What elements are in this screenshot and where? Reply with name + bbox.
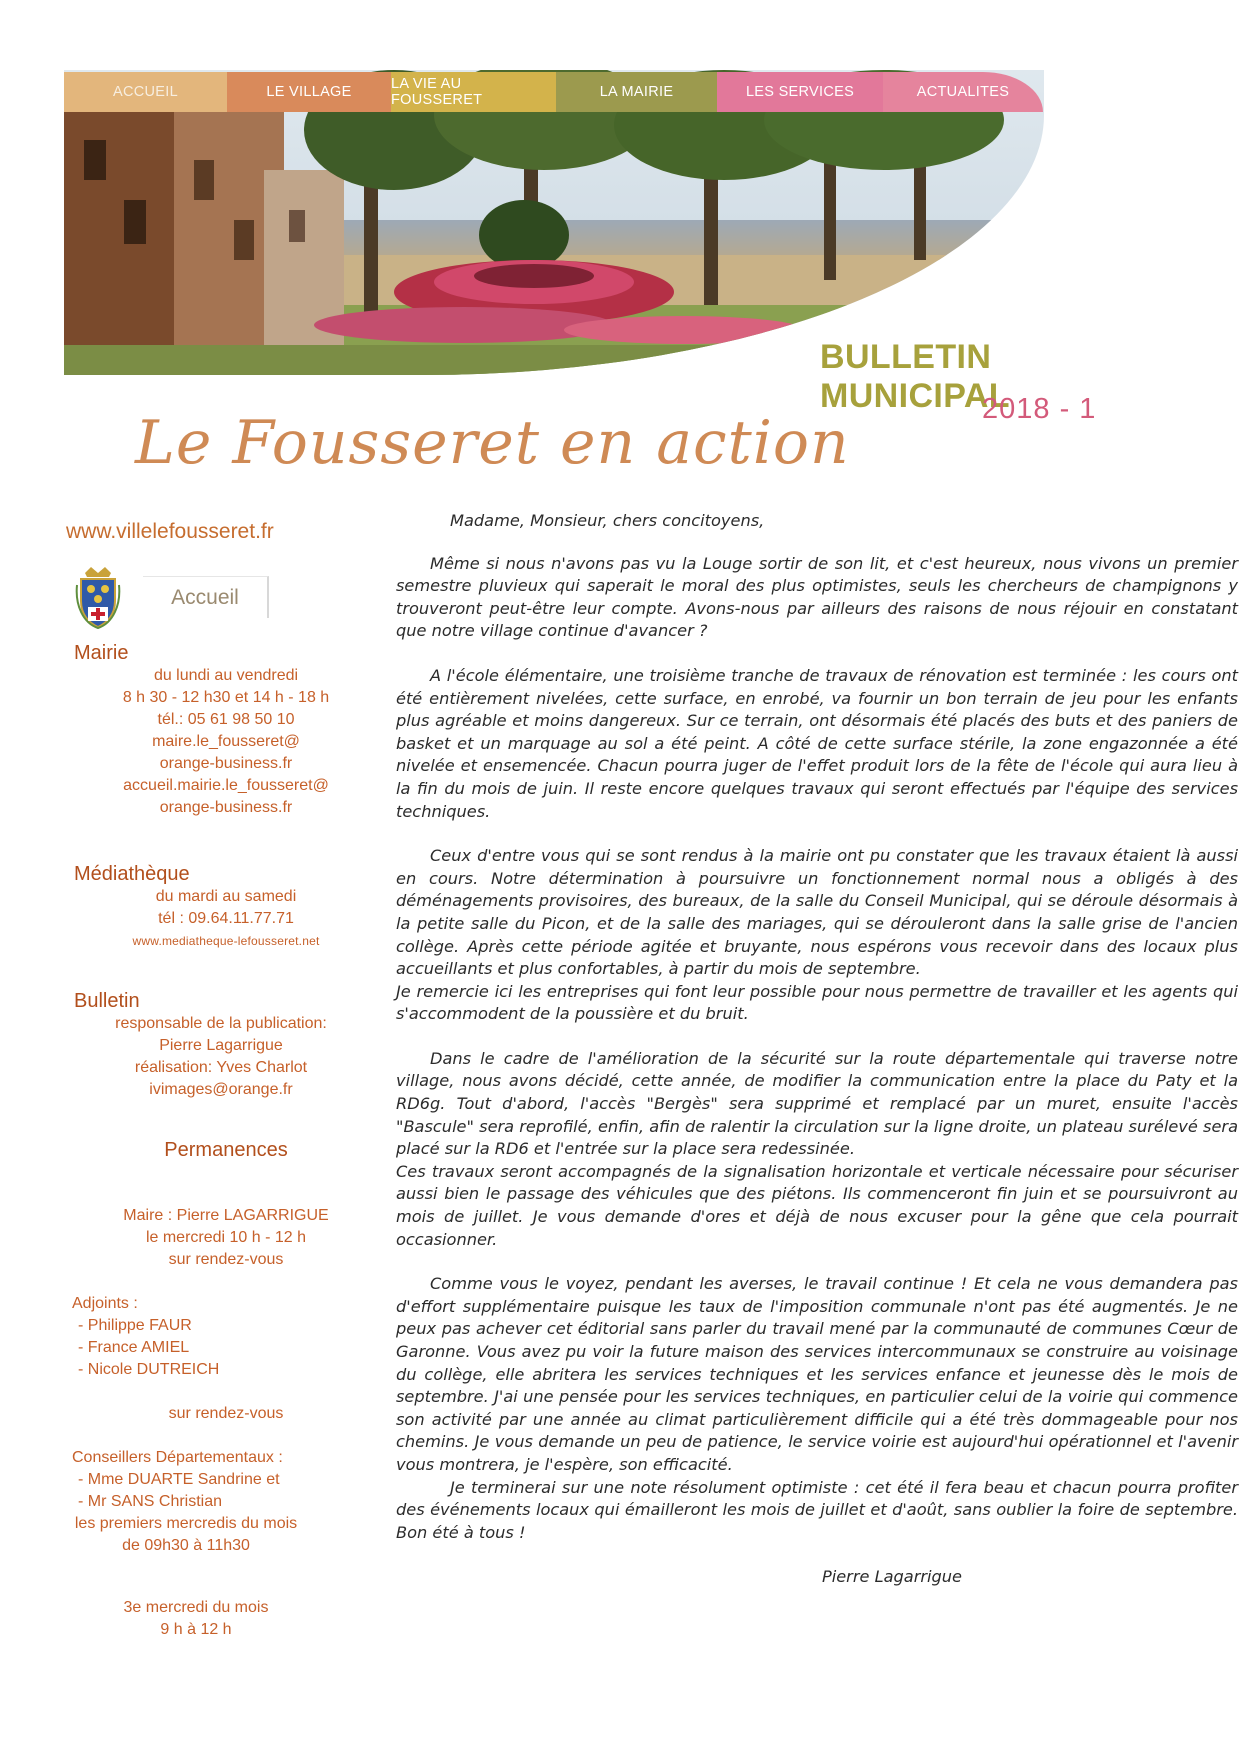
- conseillers-heading: Conseillers Départementaux :: [72, 1449, 283, 1466]
- maire-line: le mercredi 10 h - 12 h: [145, 1229, 307, 1246]
- adjoint-item: - France AMIEL: [78, 1339, 190, 1356]
- mairie-line: du lundi au vendredi: [153, 667, 299, 684]
- nav-les-services[interactable]: LES SERVICES: [717, 72, 883, 112]
- letter-paragraph: Je remercie ici les entreprises qui font leur possible pour nous permettre de travailler et les agents qui s'accommodent de la poussière et du bruit.: [396, 981, 1238, 1024]
- mairie-email-2[interactable]: accueil.mairie.le_fousseret@: [123, 777, 329, 794]
- letter-paragraph: Comme vous le voyez, pendant les averses, le travail continue ! Et cela ne vous demandera pas d'effort supplémentaire puisque les taux de l'imposition communale n'ont pas été augmentés. Je ne peux pas achever cet éditorial sans parler du travail mené par la communauté de communes Cœur de Garonne. Vous avez pu voir la future maison des services intercommunaux se construire au voisinage du collège, elle abritera les services techniques et les services enfance et jeunesse dès le mois de septembre. J'ai une pensée pour les services techniques, en particulier celui de la voirie qui commence son activité par une année au climat particulièrement difficile qui a été très dommageable pour nos chemins. Je vous demande un peu de patience, le service voirie est aujourd'hui opérationnel et l'avenir vous montrera, je l'espère, son efficacité.: [396, 1274, 1238, 1474]
- mediatheque-details: [106, 886, 346, 952]
- adjoints-list: [78, 1315, 366, 1381]
- maire-permanence: [106, 1205, 346, 1271]
- maire-line: Maire : Pierre LAGARRIGUE: [123, 1207, 329, 1224]
- adjoints-heading: Adjoints :: [72, 1295, 138, 1312]
- mairie-phone: tél.: 05 61 98 50 10: [157, 711, 295, 728]
- bulletin-line: Pierre Lagarrigue: [159, 1037, 283, 1054]
- mairie-line: 8 h 30 - 12 h30 et 14 h - 18 h: [122, 689, 330, 706]
- accueil-row: [66, 564, 366, 630]
- nav-accueil[interactable]: ACCUEIL: [64, 72, 227, 112]
- conseiller-item: - Mr SANS Christian: [78, 1493, 223, 1510]
- mediatheque-link[interactable]: www.mediatheque-lefousseret.net: [132, 934, 320, 948]
- letter-signature: Pierre Lagarrigue: [821, 1567, 963, 1587]
- mediatheque-line: du mardi au samedi: [155, 888, 297, 905]
- coat-of-arms-icon: [73, 565, 123, 629]
- mairie-email-1-domain[interactable]: orange-business.fr: [159, 755, 293, 772]
- letter-paragraph: Même si nous n'avons pas vu la Louge sortir de son lit, et c'est heureux, nous vivons un premier semestre pluvieux qui saperait le moral des plus optimistes, seuls les chercheurs de champignons y trouveront peut-être leur compte. Avons-nous par ailleurs des raisons de nous réjouir en constatant que notre village continue d'avancer ?: [396, 553, 1238, 641]
- mairie-email-1[interactable]: maire.le_fousseret@: [152, 733, 300, 750]
- schedule-line: les premiers mercredis du mois: [74, 1515, 298, 1532]
- letter-paragraph: Je terminerai sur une note résolument optimiste : cet été il fera beau et chacun pourra profiter des événements locaux qui émailleront les mois de juillet et d'août, sans oublier la foire de septembre. Bon été à tous !: [396, 1477, 1238, 1542]
- mairie-heading: Mairie: [74, 642, 129, 664]
- main-navigation: [64, 72, 1043, 112]
- nav-la-vie-au-fousseret[interactable]: LA VIE AU FOUSSERET: [391, 72, 556, 112]
- nav-la-mairie[interactable]: LA MAIRIE: [556, 72, 717, 112]
- conseillers-schedule: [66, 1513, 306, 1557]
- website-link[interactable]: www.villelefousseret.fr: [66, 520, 274, 543]
- accueil-button[interactable]: Accueil: [143, 576, 269, 618]
- letter-paragraph: Ces travaux seront accompagnés de la signalisation horizontale et verticale nécessaire pour sécuriser aussi bien le passage des véhicules que des piétons. Ils commenceront fin juin et se poursuivront au mois de juillet. Je vous demande d'ores et déjà de nous excuser pour la gêne que cela pourrait occasionner.: [396, 1161, 1238, 1249]
- adjoint-item: - Nicole DUTREICH: [78, 1361, 220, 1378]
- maire-line: sur rendez-vous: [168, 1251, 284, 1268]
- adjoints-note: sur rendez-vous: [168, 1405, 284, 1422]
- mairie-email-2-domain[interactable]: orange-business.fr: [159, 799, 293, 816]
- conseillers-list: [78, 1469, 366, 1513]
- village-square-photo: [64, 70, 1044, 375]
- header-photo: [64, 70, 1044, 375]
- bulletin-details: [96, 1013, 346, 1101]
- letter-paragraph: Ceux d'entre vous qui se sont rendus à la mairie ont pu constater que les travaux étaient là aussi en cours. Notre détermination à poursuivre un fonctionnement normal nous a obligés à des déménagements provisoires, des bureaux, de la salle du Conseil Municipal, qui se déroule désormais à la petite salle du Picon, et de la salle des mariages, qui se dérouleront dans la salle grise de l'ancien collège. Après cette période agitée et bruyante, nous espérons vous recevoir dans des locaux plus accueillants et plus confortables, à partir du mois de septembre.: [396, 846, 1238, 979]
- bulletin-email[interactable]: ivimages@orange.fr: [149, 1081, 293, 1098]
- adjoint-item: - Philippe FAUR: [78, 1317, 192, 1334]
- nav-le-village[interactable]: LE VILLAGE: [227, 72, 391, 112]
- letter-paragraph: Dans le cadre de l'amélioration de la sécurité sur la route départementale qui traverse notre village, nous avons décidé, cette année, de modifier la communication entre la place du Paty et la RD6g. Tout d'abord, l'accès "Bergès" sera supprimé et remplacé par un muret, ensuite l'accès "Bascule" sera reprofilé, enfin, afin de ralentir la circulation sur la ligne droite, un plateau surélevé sera placé sur la RD6 et l'entrée sur la place sera redessinée.: [396, 1048, 1238, 1159]
- sidebar: [66, 520, 366, 1641]
- bulletin-title: BULLETIN MUNICIPAL: [820, 338, 1010, 415]
- schedule-line: de 09h30 à 11h30: [122, 1537, 250, 1554]
- other-schedule: [76, 1597, 316, 1641]
- letter-paragraph: A l'école élémentaire, une troisième tranche de travaux de rénovation est terminée : les cours ont été entièrement nivelées, cette surface, en enrobé, va fournir un bon terrain de jeu pour les enfants plus agréable et moins dangereux. Sur ce terrain, ont désormais été placés des buts et des paniers de basket et un marquage au sol a été peint. A côté de cette surface stérile, la zone engazonnée a été nivelée et ensemencée. Chacun pourra juger de l'effet produit lors de la fête de l'école qui aura lieu à la fin du mois de juin. Il reste encore quelques travaux qui seront effectués par l'équipe des services techniques.: [396, 665, 1238, 821]
- masthead-title: Le Fousseret en action: [135, 408, 850, 478]
- schedule-line: 3e mercredi du mois: [123, 1599, 269, 1616]
- letter-greeting: Madame, Monsieur, chers concitoyens,: [450, 511, 765, 530]
- permanences-heading: Permanences: [164, 1139, 288, 1161]
- bulletin-heading: Bulletin: [74, 990, 140, 1012]
- bulletin-number: 2018 - 1: [982, 393, 1097, 425]
- mediatheque-heading: Médiathèque: [74, 863, 190, 885]
- nav-actualites[interactable]: ACTUALITES: [883, 72, 1043, 112]
- bulletin-line: responsable de la publication:: [115, 1015, 327, 1032]
- bulletin-line: réalisation: Yves Charlot: [134, 1059, 308, 1076]
- schedule-line: 9 h à 12 h: [160, 1621, 232, 1638]
- editorial-letter: [396, 510, 1238, 1589]
- conseiller-item: - Mme DUARTE Sandrine et: [78, 1471, 280, 1488]
- mediatheque-phone: tél : 09.64.11.77.71: [158, 910, 294, 927]
- mairie-details: [106, 665, 346, 819]
